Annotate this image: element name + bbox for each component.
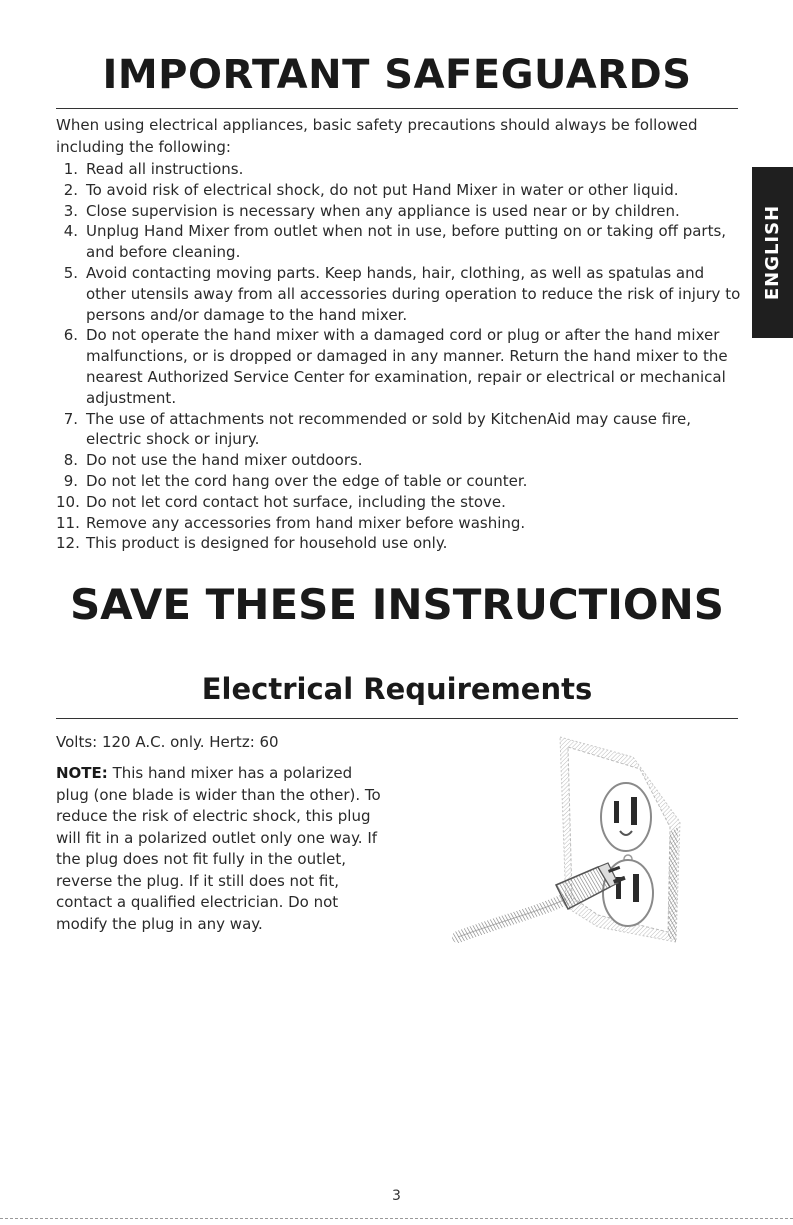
page-number: 3 bbox=[392, 1188, 401, 1204]
polarized-plug-note bbox=[56, 763, 386, 935]
save-instructions-heading: SAVE THESE INSTRUCTIONS bbox=[69, 580, 725, 629]
safeguard-number: 4. bbox=[63, 222, 78, 241]
safeguard-item bbox=[56, 513, 746, 534]
volts-text: Volts: 120 A.C. only. Hertz: 60 bbox=[56, 733, 279, 751]
safeguard-number: 1. bbox=[63, 160, 78, 178]
language-tab-label: ENGLISH bbox=[762, 204, 783, 301]
note-label: NOTE: bbox=[56, 764, 108, 782]
bottom-border bbox=[0, 1218, 793, 1219]
safeguard-number: 2. bbox=[63, 180, 78, 199]
safeguard-number: 10. bbox=[56, 492, 80, 511]
safeguard-number: 5. bbox=[63, 263, 78, 282]
safeguard-number: 6. bbox=[63, 326, 78, 345]
safeguard-number: 12. bbox=[56, 534, 80, 553]
electrical-requirements-heading: Electrical Requirements bbox=[201, 672, 593, 706]
safeguard-item bbox=[56, 180, 746, 201]
safeguard-item bbox=[56, 221, 746, 263]
safeguard-number: 3. bbox=[63, 201, 78, 220]
safeguard-text: Do not operate the hand mixer with a damaged cord or plug or after the hand mixer malfunctions, or is dropped or damaged in any manner. Return the hand mixer to the nearest Authorized Service Center for examination, repair or electrical or mechanical adjustment. bbox=[86, 326, 728, 407]
polarized-outlet-illustration bbox=[448, 727, 682, 947]
page-title: IMPORTANT SAFEGUARDS bbox=[102, 52, 692, 98]
title-divider bbox=[56, 108, 738, 109]
safeguard-text: Close supervision is necessary when any appliance is used near or by children. bbox=[86, 201, 680, 220]
safeguards-list bbox=[56, 159, 746, 554]
safeguard-text: Do not let the cord hang over the edge of table or counter. bbox=[86, 471, 528, 490]
safeguard-text: Unplug Hand Mixer from outlet when not in use, before putting on or taking off parts, and before cleaning. bbox=[86, 222, 727, 262]
safeguard-text: The use of attachments not recommended or sold by KitchenAid may cause fire, electric shock or injury. bbox=[86, 409, 692, 449]
safeguard-text: To avoid risk of electrical shock, do not put Hand Mixer in water or other liquid. bbox=[86, 180, 679, 199]
safeguard-item bbox=[56, 533, 746, 554]
safeguard-item bbox=[56, 159, 746, 180]
safeguard-item bbox=[56, 492, 746, 513]
safeguard-text: This product is designed for household use only. bbox=[86, 534, 448, 553]
safeguard-item bbox=[56, 263, 746, 325]
safeguard-text: Read all instructions. bbox=[86, 160, 244, 178]
language-tab bbox=[752, 167, 793, 338]
safeguard-text: Remove any accessories from hand mixer before washing. bbox=[86, 513, 526, 532]
safeguard-number: 8. bbox=[63, 451, 78, 470]
intro-paragraph: When using electrical appliances, basic safety precautions should always be followed including the following: bbox=[56, 116, 698, 156]
safeguard-text: Do not let cord contact hot surface, including the stove. bbox=[86, 492, 506, 511]
electrical-divider bbox=[56, 718, 738, 719]
safeguard-item bbox=[56, 450, 746, 471]
note-text: This hand mixer has a polarized plug (one blade is wider than the other). To reduce the risk of electric shock, this plug will fit in a polarized outlet only one way. If the plug does not fit fully in the outlet, reverse the plug. If it still does not fit, contact a qualified electrician. Do not modify the plug in any way. bbox=[56, 764, 381, 933]
safeguard-item bbox=[56, 201, 746, 222]
safeguard-text: Do not use the hand mixer outdoors. bbox=[86, 451, 363, 470]
safeguard-text: Avoid contacting moving parts. Keep hands, hair, clothing, as well as spatulas and other utensils away from all accessories during operation to reduce the risk of injury to persons and/or damage to the hand mixer. bbox=[86, 263, 741, 324]
safeguard-item bbox=[56, 409, 746, 451]
safeguard-number: 11. bbox=[56, 513, 80, 532]
safeguard-item bbox=[56, 325, 746, 408]
safeguard-number: 9. bbox=[63, 471, 78, 490]
safeguard-item bbox=[56, 471, 746, 492]
safeguard-number: 7. bbox=[63, 409, 78, 428]
